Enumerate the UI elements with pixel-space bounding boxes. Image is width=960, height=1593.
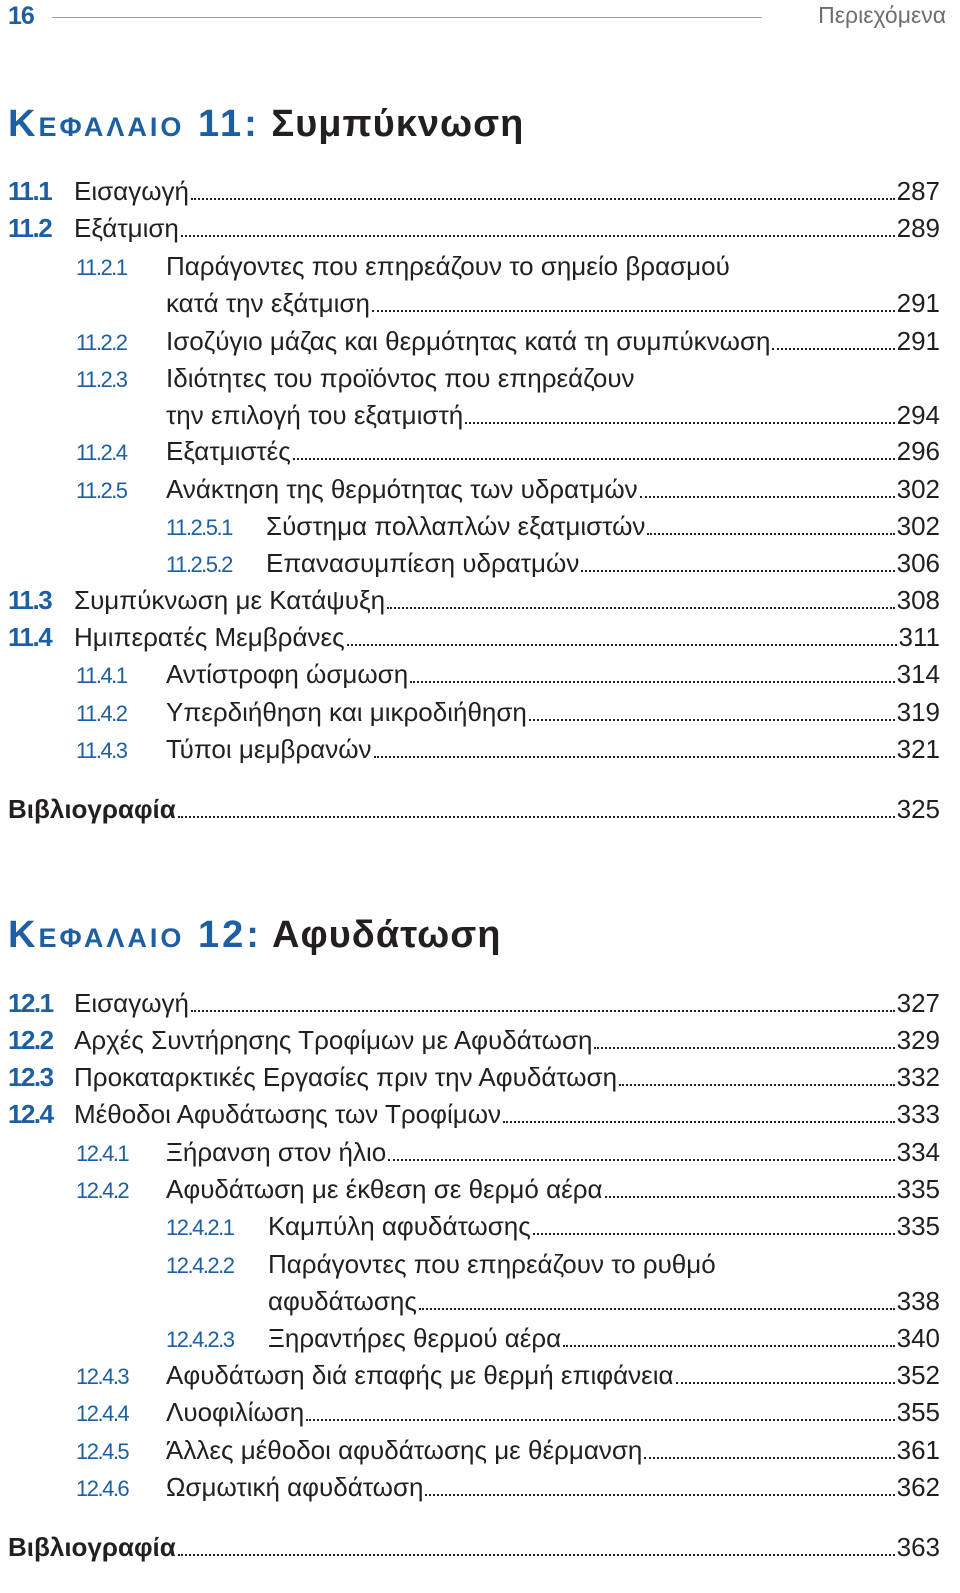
toc-entry[interactable]	[76, 1469, 940, 1506]
toc-entry[interactable]	[76, 433, 940, 470]
entry-title: Υπερδιήθηση και μικροδιήθηση	[166, 697, 527, 727]
entry-page: 355	[896, 1397, 940, 1427]
entry-number: 12.3	[8, 1062, 53, 1092]
entry-page: 361	[896, 1435, 940, 1465]
dot-leader	[533, 1233, 895, 1235]
toc-entry[interactable]	[8, 1059, 940, 1096]
entry-title: Ανάκτηση της θερμότητας των υδρατμών	[166, 474, 638, 504]
dot-leader	[425, 1494, 894, 1496]
entry-title: Ισοζύγιο μάζας και θερμότητας κατά τη συμπύκνωση	[166, 326, 771, 356]
entry-page: 321	[896, 734, 940, 764]
entry-page: 332	[896, 1062, 940, 1092]
entry-number: 12.1	[8, 988, 53, 1018]
entry-page: 362	[896, 1472, 940, 1502]
entry-number: 12.4	[8, 1099, 53, 1129]
entry-title: Άλλες μέθοδοι αφυδάτωσης με θέρμανση	[166, 1435, 643, 1465]
toc-entry[interactable]	[76, 656, 940, 693]
chapter-title: Συμπύκνωση	[271, 103, 525, 145]
dot-leader	[293, 458, 895, 460]
entry-number: 12.4.6	[76, 1476, 129, 1501]
entry-title-continued: κατά την εξάτμιση	[166, 288, 370, 318]
toc-entry[interactable]	[76, 1357, 940, 1394]
toc-entry[interactable]	[8, 1022, 940, 1059]
toc-entry[interactable]	[76, 1134, 940, 1171]
page-header	[0, 0, 960, 40]
toc-entry[interactable]	[76, 1432, 940, 1469]
entry-page: 352	[896, 1360, 940, 1390]
dot-leader	[581, 570, 894, 572]
entry-page: 308	[896, 585, 940, 615]
entry-number: 11.2.5	[76, 478, 127, 503]
toc-entry-bibliography[interactable]	[8, 791, 940, 828]
entry-title-continued: αφυδάτωσης	[268, 1286, 417, 1316]
running-title: Περιεχόμενα	[818, 2, 946, 28]
entry-number: 11.2.3	[76, 367, 127, 392]
dot-leader	[563, 1345, 894, 1347]
entry-number: 11.3	[8, 585, 52, 615]
dot-leader	[306, 1419, 894, 1421]
entry-title: Εισαγωγή	[74, 176, 189, 206]
entry-title: Συμπύκνωση με Κατάψυξη	[74, 585, 386, 615]
dot-leader	[387, 607, 895, 609]
entry-title: Προκαταρκτικές Εργασίες πριν την Αφυδάτωση	[74, 1062, 618, 1092]
toc-entry[interactable]	[76, 1394, 940, 1431]
entry-number: 11.2.2	[76, 330, 127, 355]
entry-number: 11.4.1	[76, 663, 127, 688]
entry-page: 296	[896, 436, 940, 466]
entry-number: 11.1	[8, 176, 52, 206]
entry-title-continued: την επιλογή του εξατμιστή	[166, 400, 464, 430]
toc-entry[interactable]	[8, 173, 940, 210]
dot-leader	[619, 1084, 895, 1086]
entry-number: 11.4.2	[76, 701, 127, 726]
dot-leader	[374, 756, 895, 758]
entry-title: Ξηραντήρες θερμού αέρα	[268, 1323, 562, 1353]
dot-leader	[605, 1196, 895, 1198]
entry-number: 11.2	[8, 213, 52, 243]
entry-number: 12.4.4	[76, 1401, 129, 1426]
entry-title: Επανασυμπίεση υδρατμών	[266, 548, 580, 578]
dot-leader	[594, 1047, 894, 1049]
dot-leader	[465, 422, 894, 424]
entry-page: 311	[898, 622, 940, 652]
entry-title: Αφυδάτωση διά επαφής με θερμή επιφάνεια	[166, 1360, 674, 1390]
entry-page: 335	[896, 1211, 940, 1241]
page-number: 16	[8, 2, 34, 30]
dot-leader	[529, 719, 895, 721]
entry-number: 12.2	[8, 1025, 53, 1055]
toc-entry[interactable]	[166, 508, 940, 545]
toc-entry[interactable]	[76, 731, 940, 768]
dot-leader	[503, 1121, 895, 1123]
dot-leader	[191, 198, 895, 200]
entry-title: Ξήρανση στον ήλιο	[166, 1137, 387, 1167]
entry-number: 12.4.1	[76, 1141, 129, 1166]
toc-entry[interactable]	[166, 1208, 940, 1245]
entry-title: Εισαγωγή	[74, 988, 189, 1018]
toc-entry[interactable]	[76, 1171, 940, 1208]
entry-number: 12.4.5	[76, 1439, 129, 1464]
entry-number: 12.4.3	[76, 1364, 129, 1389]
chapter-label: Κεφαλαιο 12:	[8, 914, 262, 956]
entry-title: Αρχές Συντήρησης Τροφίμων με Αφυδάτωση	[74, 1025, 593, 1055]
toc-entry[interactable]	[8, 619, 940, 656]
entry-title: Εξάτμιση	[74, 213, 179, 243]
entry-number: 12.4.2	[76, 1178, 129, 1203]
entry-page: 333	[896, 1099, 940, 1129]
toc-entry[interactable]	[76, 323, 940, 360]
entry-title: Αντίστροφη ώσμωση	[166, 659, 409, 689]
entry-title: Εξατμιστές	[166, 436, 291, 466]
entry-page: 334	[896, 1137, 940, 1167]
entry-number: 11.4.3	[76, 738, 127, 763]
dot-leader	[178, 816, 895, 818]
entry-number: 11.4	[8, 622, 52, 652]
entry-page: 291	[896, 326, 940, 356]
entry-title: Παράγοντες που επηρεάζουν το ρυθμό	[268, 1249, 716, 1279]
dot-leader	[181, 235, 895, 237]
toc-entry[interactable]	[166, 1246, 940, 1283]
chapter-title: Αφυδάτωση	[272, 914, 502, 956]
entry-page: 363	[896, 1532, 940, 1562]
entry-page: 335	[896, 1174, 940, 1204]
entry-number: 11.2.1	[76, 255, 127, 280]
toc-entry[interactable]	[76, 360, 940, 397]
entry-title: Βιβλιογραφία	[8, 1532, 176, 1562]
entry-number: 12.4.2.3	[166, 1327, 234, 1352]
dot-leader	[676, 1382, 895, 1384]
entry-title: Παράγοντες που επηρεάζουν το σημείο βρασμού	[166, 251, 730, 281]
entry-page: 287	[896, 176, 940, 206]
entry-title: Τύποι μεμβρανών	[166, 734, 372, 764]
dot-leader	[388, 1159, 894, 1161]
entry-page: 338	[896, 1286, 940, 1316]
toc-entry[interactable]	[8, 582, 940, 619]
entry-page: 294	[896, 400, 940, 430]
toc-entry[interactable]	[8, 985, 940, 1022]
entry-number: 12.4.2.2	[166, 1253, 234, 1278]
header-rule	[52, 17, 762, 18]
toc-entry-continuation[interactable]	[268, 1283, 940, 1320]
entry-title: Σύστημα πολλαπλών εξατμιστών	[266, 511, 646, 541]
entry-page: 325	[896, 794, 940, 824]
dot-leader	[347, 644, 897, 646]
toc-entry[interactable]	[76, 694, 940, 731]
entry-page: 340	[896, 1323, 940, 1353]
entry-page: 329	[896, 1025, 940, 1055]
toc-entry[interactable]	[166, 1320, 940, 1357]
toc-entry-continuation[interactable]	[166, 397, 940, 434]
entry-number: 11.2.5.1	[166, 515, 232, 540]
entry-title: Βιβλιογραφία	[8, 794, 176, 824]
entry-page: 314	[896, 659, 940, 689]
dot-leader	[372, 310, 895, 312]
dot-leader	[647, 533, 894, 535]
entry-title: Μέθοδοι Αφυδάτωσης των Τροφίμων	[74, 1099, 502, 1129]
chapter-heading	[8, 103, 524, 146]
toc-entry[interactable]	[8, 210, 940, 247]
dot-leader	[644, 1457, 894, 1459]
toc-entry[interactable]	[76, 248, 940, 285]
toc-entry-continuation[interactable]	[166, 285, 940, 322]
dot-leader	[191, 1010, 895, 1012]
entry-page: 327	[896, 988, 940, 1018]
entry-page: 306	[896, 548, 940, 578]
entry-title: Ημιπερατές Μεμβράνες	[74, 622, 345, 652]
toc-entry[interactable]	[76, 471, 940, 508]
dot-leader	[772, 348, 894, 350]
entry-title: Ιδιότητες του προϊόντος που επηρεάζουν	[166, 363, 635, 393]
entry-page: 302	[896, 511, 940, 541]
entry-title: Αφυδάτωση με έκθεση σε θερμό αέρα	[166, 1174, 603, 1204]
entry-page: 291	[896, 288, 940, 318]
dot-leader	[178, 1554, 895, 1556]
entry-title: Καμπύλη αφυδάτωσης	[268, 1211, 531, 1241]
dot-leader	[640, 496, 895, 498]
toc-entry[interactable]	[166, 545, 940, 582]
dot-leader	[419, 1308, 895, 1310]
entry-title: Ωσμωτική αφυδάτωση	[166, 1472, 424, 1502]
chapter-label: Κεφαλαιο 11:	[8, 103, 260, 145]
dot-leader	[410, 681, 894, 683]
entry-number: 12.4.2.1	[166, 1215, 234, 1240]
toc-entry-bibliography[interactable]	[8, 1529, 940, 1566]
entry-page: 302	[896, 474, 940, 504]
entry-number: 11.2.5.2	[166, 552, 232, 577]
entry-page: 319	[896, 697, 940, 727]
chapter-heading	[8, 914, 501, 957]
entry-title: Λυοφιλίωση	[166, 1397, 305, 1427]
entry-number: 11.2.4	[76, 440, 127, 465]
entry-page: 289	[896, 213, 940, 243]
toc-entry[interactable]	[8, 1096, 940, 1133]
